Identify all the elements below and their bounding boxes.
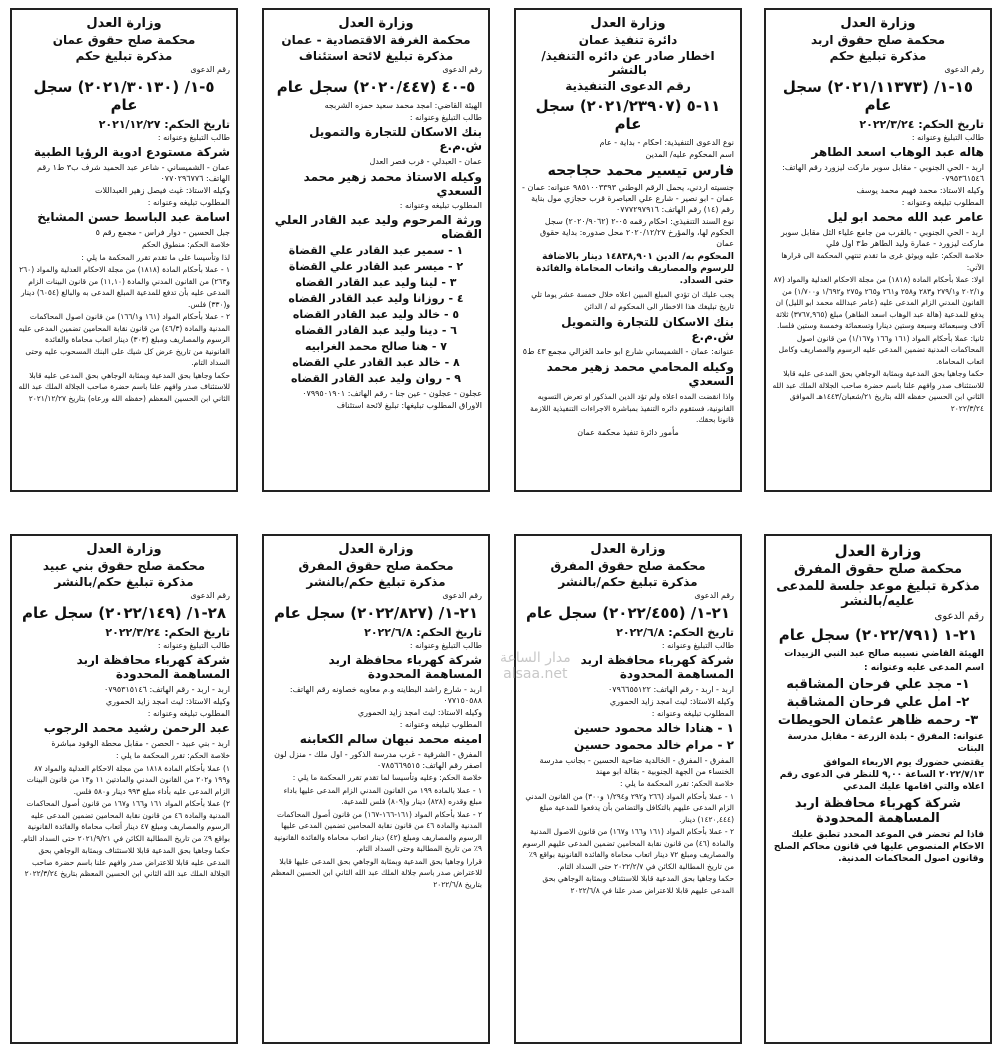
requester-address: اربد - اربد - رقم الهاتف: ٠٧٩٥٣١٥١٤٦ bbox=[103, 685, 230, 694]
case-label: رقم الدعوى bbox=[944, 65, 984, 74]
target-label: المطلوب تبليغه وعنوانه : bbox=[147, 709, 230, 718]
body-paragraph: خلاصة الحكم: عليه ويوثق غرى ما تقدم تنتهي المحكمة الى قرارها الآتي: bbox=[781, 251, 984, 272]
judge-panel: الهيئة القاضي: امجد محمد سعيد حمزه الشربجه bbox=[324, 101, 482, 110]
plaintiff-name: شركة كهرباء محافظة اربد المساهمة المحدودة bbox=[794, 796, 962, 826]
body-paragraph: اولا: عملا بأحكام المادة (١٨١٨) من مجلة الاحكام العدلية والمواد (٨٧ و٢٠٢/١ و٢٧٩/١ و٢٨٣ و٢٥٨ و٢٦١ و٢٦٥ و٢٧٥ و١/٦٩٢ و١/٧٠٠) من القانون المدني الزام المدعى عليه (عامر عبدالله محمد ابو الليل) ان يدفع للمدعية (هالة عبد الوهاب اسعد الطاهر) مبلغ (٣٧٦٧,٩٦٥) ثلاثة آلاف وسبعمائة وسبعة وستين دينارا وتسعمائة وخمسة وستين فلسا. bbox=[773, 275, 984, 330]
body-paragraph: لذا وتأسيسا على ما تقدم تقرر المحكمة ما يلي : bbox=[81, 252, 230, 262]
case-number: ١٥-١/ (٢٠٢١/١١٣٧٣) سجل عام bbox=[782, 78, 974, 114]
heir-item: ١ - سمير عبد القادر علي القضاة bbox=[288, 244, 464, 257]
judgment-date: تاريخ الحكم: ٢٠٢٢/٣/٢٤ bbox=[105, 626, 230, 639]
requester-name: شركة كهرباء محافظة اربد المساهمة المحدودة bbox=[76, 653, 230, 681]
case-label: رقم الدعوى bbox=[442, 591, 482, 600]
target-address: اربد - الحي الجنوبي - بالقرب من جامع علياء الثل مقابل سوبر ماركت ليزورد - عمارة وليد الطاهر ط٣ اول فلي bbox=[780, 228, 984, 248]
notice-type: مذكرة تبليغ حكم bbox=[75, 49, 173, 63]
notice-irbid-judgment bbox=[764, 8, 992, 492]
body-paragraph: ٢ - عملا بأحكام المواد (١٦١-١٦٦-١٦٧) من قانون أصول المحاكمات المدنية والمادة ٤٦ من قانون نقابة المحامين تضمين المدعى عليها الرسوم والمصاريف ومبلغ (٤٢) دينار اتعاب محاماة والفائدة القانونية ٩٪ من تاريخ المطالبة وحتى السداد التام. bbox=[273, 809, 482, 853]
requester-name: هاله عبد الوهاب اسعد الطاهر bbox=[811, 145, 984, 159]
court-name: محكمة صلح حقوق المفرق bbox=[550, 559, 706, 573]
defendant-label: اسم المدعى عليه وعنوانه : bbox=[863, 663, 984, 673]
notice-type: مذكرة تبليغ موعد جلسة للمدعى عليه/بالنشر bbox=[776, 579, 980, 609]
court-name: محكمة صلح حقوق اربد bbox=[810, 33, 946, 47]
body-paragraph: ثانيا: عملا بأحكام المواد (١٦١ و١٦٦ و١/١٦٧) من قانون اصول المحاكمات المدنية تضمين المدعى عليه الرسوم والمصاريف وكامل اتعاب المحاماة. bbox=[778, 333, 984, 366]
requester-name: بنك الاسكان للتجارة والتمويل ش.م.ع bbox=[309, 125, 482, 153]
ministry-title: وزارة العدل bbox=[86, 542, 162, 557]
court-name: محكمة صلح حقوق عمان bbox=[52, 33, 196, 47]
notice-mafraq-session bbox=[764, 534, 992, 1044]
target-address: جبل الحسين - دوار فراس - مجمع رقم ٥ bbox=[95, 228, 230, 237]
heir-item: ٧ - هنا صالح محمد الغرابيه bbox=[305, 340, 447, 353]
body-paragraph: ١) عملا بأحكام المادة ١٨١٨ من مجلة الاحكام العدلية والمواد ٨٧ و١٩٩ و٢٠٢ من القانون المدني والمادتين ١١ و١٣ من قانون البينات الزام المدعى عليه بأداء مبلغ ٩٩٣ دينار و٥٨٠ فلس. bbox=[26, 763, 230, 796]
watermark-latin: alsaa.net bbox=[503, 666, 568, 682]
requester-address: عمان - العبدلي - قرب قصر العدل bbox=[369, 157, 482, 166]
ministry-title: وزارة العدل bbox=[338, 16, 414, 31]
target-address: عجلون - عجلون - عين جنا - رقم الهاتف: ٠٧٩٩٥٠١٩٠١ bbox=[302, 389, 482, 398]
warning-paragraph: فاذا لم تحضر في الموعد المحدد تطبق عليك الاحكام المنصوص عليها في قانون محاكم الصلح وقانون اصول المحاكمات المدنية. bbox=[773, 830, 984, 864]
case-number: ١١-٥ (٢٠٢١/٢٣٩٠٧) سجل عام bbox=[535, 97, 721, 133]
debtor-address: جنسيته اردني، يحمل الرقم الوطني ٩٨٥١٠٠٣٣٩٣ عنوانه: عمان - عمان - ابو نصير - شارع علي العباصرة قرب حجازي مول بناية رقم (١٤) رقم الهاتف: ٠٧٧٧٢٩٧٩١٦ bbox=[522, 183, 734, 214]
body-paragraph: حكما وجاهيا بحق المدعية وبمثابة الوجاهي بحق المدعى عليه قابلا للاستئناف صدر وافهم علنا باسم حضرة صاحب الجلالة الملك عبد الله الثاني ابن الحسين المعظم (حفظه الله ورعاه) بتاريخ ٢٠٢١/١٢/٢٧ bbox=[18, 370, 230, 403]
creditor-name: بنك الاسكان للتجارة والتمويل ش.م.ع bbox=[561, 315, 734, 343]
notice-amman-execution bbox=[514, 8, 742, 492]
body-paragraph: ١ - عملا بالمادة ١٩٩ من القانون المدني الزام المدعى عليها باداء مبلغ وقدره (٨٢٨) دينار و(٨٠٩) فلس للمدعية. bbox=[283, 785, 482, 806]
requester-name: شركة كهرباء محافظة اربد المساهمة المحدودة bbox=[328, 653, 482, 681]
heir-item: ٢ - ميسر عبد القادر علي القضاة bbox=[288, 260, 464, 273]
requester-name: شركة مستودع ادوية الرؤيا الطبية bbox=[33, 145, 230, 159]
case-label: رقم الدعوى bbox=[190, 65, 230, 74]
case-label: رقم الدعوى bbox=[694, 591, 734, 600]
case-number: ٢١-١/ (٢٠٢٢/٨٢٧) سجل عام bbox=[274, 604, 478, 622]
case-label: رقم الدعوى bbox=[190, 591, 230, 600]
body-paragraph: حكما وجاهيا بحق المدعية قابلا للاستئناف وبمثابة الوجاهي بحق المدعى عليه قابلا للاعتراض صدر وافهم علنا باسم حضرة صاحب الجلالة الملك عبد الله الثاني ابن الحسين المعظم بتاريخ ٢٠٢٢/٣/٢٤ bbox=[24, 846, 230, 878]
case-type: نوع الدعوى التنفيذية: احكام - بداية - عام bbox=[599, 138, 734, 147]
requester-address: عمان - الشميساني - شاعر عبد الحميد شرف ب٣ ط١ رقم الهاتف: ٠٧٧٠٢٩٦٧٧٦ bbox=[37, 163, 230, 183]
requester-address: اربد - شارع راشد البطاينه و.م معاويه خصاونه رقم الهاتف: ٠٧٧١٥٠٥٨٨ bbox=[289, 685, 482, 705]
target-label: المطلوب تبليغه وعنوانه : bbox=[651, 709, 734, 718]
defendant-item: ٣- رحمه ظاهر عثمان الحويطات bbox=[777, 713, 979, 728]
case-label: رقم الدعوى التنفيذية bbox=[565, 79, 691, 93]
ministry-title: وزارة العدل bbox=[834, 542, 922, 560]
notice-economic-chamber bbox=[262, 8, 490, 492]
judgment-date: تاريخ الحكم: ٢٠٢١/١٢/٢٧ bbox=[98, 118, 230, 131]
body-paragraph: ٢ - عملا بأحكام المواد (١٦١ و١٦٦ و١٦٧) من قانون الاصول المدنية والمادة (٤٦) من قانون نقابة المحامين تضمين المدعى عليهم الرسوم والمصاريف ومبلغ ٧٢ دينار اتعاب محاماة والفائدة القانونية بواقع ٩٪ من تاريخ المطالبة الكائن في ٢٠٢٢/٢/٧ حتى السداد التام. bbox=[522, 827, 734, 871]
heir-item: ٨ - خالد عبد القادر علي القضاه bbox=[292, 356, 460, 369]
body-paragraph: خلاصة الحكم: وعليه وتأسيسا لما تقدم تقرر المحكمة ما يلي : bbox=[292, 773, 482, 782]
signature-line: مأمور دائرة تنفيذ محكمة عمان bbox=[577, 427, 679, 437]
documents-note: الاوراق المطلوب تبليغها: تبليغ لائحة استئناف bbox=[336, 401, 482, 410]
target-name: عامر عبد الله محمد ابو ليل bbox=[827, 210, 984, 224]
court-name: دائرة تنفيذ عمان bbox=[578, 33, 678, 47]
judgment-date: تاريخ الحكم: ٢٠٢٢/٦/٨ bbox=[616, 626, 734, 639]
case-number: ٢١-١ (٢٠٢٢/٧٩١) سجل عام bbox=[778, 626, 978, 644]
body-paragraph: خلاصة الحكم: تقرر المحكمة ما يلي : bbox=[115, 751, 230, 760]
notice-mafraq-judgment-455 bbox=[514, 534, 742, 1044]
execution-deed: نوع السند التنفيذي: احكام رقمه ٠٥-٢ (٢٠٢٠/٩٠٦٢) سجل الحكوم لها، والمؤرخ ٢٠٢٠/١٢/٢٧ محل صدوره: بداية حقوق عمان bbox=[540, 217, 734, 248]
case-number: ٢١-١/ (٢٠٢٢/٤٥٥) سجل عام bbox=[526, 604, 730, 622]
ministry-title: وزارة العدل bbox=[590, 542, 666, 557]
attorney: وكيله الاستاذ: ليث امجد زايد الحموري bbox=[609, 697, 734, 706]
attorney: وكيله الاستاذ: غيث فيصل زهير العبداللات bbox=[94, 186, 230, 195]
target-name: ورثة المرحوم وليد عبد القادر العلي القضاه bbox=[274, 213, 482, 241]
requester-address: اربد - الحي الجنوبي - مقابل سوبر ماركت ليزورد رقم الهاتف: ٠٧٩٥٣٦١٥٤٦ bbox=[782, 163, 984, 183]
notice-type: مذكرة تبليغ حكم/بالنشر bbox=[558, 575, 698, 589]
case-number: ٥-١/ (٢٠٢١/٣٠١٣٠) سجل عام bbox=[33, 78, 215, 114]
watermark-arabic: مدار الساعة bbox=[500, 650, 571, 666]
case-label: رقم الدعوى bbox=[442, 65, 482, 74]
court-name: محكمة الغرفة الاقتصادية - عمان bbox=[281, 33, 471, 47]
requester-address: اربد - اربد - رقم الهاتف: ٠٧٩٦٦٥٥١٢٢ bbox=[607, 685, 734, 694]
target-name: عبد الرحمن رشيد محمد الرجوب bbox=[43, 721, 230, 735]
target-label: المطلوب تبليغه وعنوانه : bbox=[901, 198, 984, 207]
debt-amount: المحكوم به/ الدين ١٤٨٣٨,٩٠١ دينار بالاضافة للرسوم والمصاريف واتعاب المحاماة والفائدة حتى السداد. bbox=[536, 252, 734, 286]
target-item: ٢ - مرام خالد محمود حسين bbox=[574, 738, 734, 752]
requester-label: طالب التبليغ وعنوانه : bbox=[157, 133, 230, 142]
heir-item: ٤ - روزانا وليد عبد القادر القضاه bbox=[288, 292, 464, 305]
session-date: يقتضي حضورك يوم الاربعاء الموافق ٢٠٢٢/٧/١٣ الساعة ٩,٠٠ للنظر في الدعوى رقم اعلاه والتي اقامها عليك المدعي bbox=[779, 758, 984, 792]
heir-item: ٦ - دينا وليد عبد القادر القضاه bbox=[294, 324, 458, 337]
body-paragraph: يجب عليك ان تؤدي المبلغ المبين اعلاه خلال خمسة عشر يوما تلي تاريخ تبليغك هذا الاخطار الى المحكوم له / الدائن bbox=[531, 290, 734, 311]
attorney: وكيله الاستاذ: ليث امجد زايد الحموري bbox=[357, 708, 482, 717]
body-paragraph: ١ - عملا بأحكام المادة (١٨١٨) من مجلة الاحكام العدلية والمواد (٢٦٠ و٢٦٣) من القانون المدني والمادة (١١,١٠) من قانون البينات الزام المدعى عليه بأن تدفع للمدعية المبلغ المدعى به والبالغ (٦٠٥٤) دينار و(٣٣٠) فلس. bbox=[19, 265, 230, 309]
heir-item: ٩ - روان وليد عبد القادر القضاه bbox=[291, 372, 461, 385]
defendant-item: ٢- امل علي فرحان المشاقبة bbox=[786, 695, 970, 710]
target-item: ١ - هنادا خالد محمود حسين bbox=[573, 721, 734, 735]
target-label: المطلوب تبليغه وعنوانه : bbox=[147, 198, 230, 207]
target-name: امينه محمد نبهان سالم الكعابنه bbox=[299, 732, 482, 746]
notice-bani-obaid-judgment bbox=[10, 534, 238, 1044]
court-name: محكمة صلح حقوق المفرق bbox=[298, 559, 454, 573]
body-paragraph: خلاصة الحكم: منطوق الحكم bbox=[142, 240, 230, 249]
creditor-address: عنوانه: عمان - الشميساني شارع ابو حامد الغزالي مجمع ٤٣ ط٥ bbox=[522, 347, 734, 356]
notice-type: مذكرة تبليغ لائحة استئناف bbox=[298, 49, 454, 63]
target-label: المطلوب تبليغه وعنوانه : bbox=[399, 201, 482, 210]
watermark bbox=[500, 650, 571, 682]
ministry-title: وزارة العدل bbox=[338, 542, 414, 557]
case-label: رقم الدعوى bbox=[934, 611, 984, 622]
requester-label: طالب التبليغ وعنوانه : bbox=[911, 133, 984, 142]
body-paragraph: واذا انقضت المده اعلاه ولم تؤد الدين المذكور او تعرض التسويه القانونية، فستقوم دائره التنفيذ بمباشرة الاجراءات التنفيذية اللازمة قانونا بحقك. bbox=[530, 392, 734, 424]
body-paragraph: ١ - عملا بأحكام المواد (٢٦٦ و٢٩٢ و١/٢٩٤ و٣٠٠) من القانون المدني الزام المدعى عليهم بالتكافل والتضامن بأن يدفعوا للمدعية مبلغ (١٤٢٠,٤٤٤) دينار. bbox=[525, 791, 734, 824]
notice-mafraq-judgment-827 bbox=[262, 534, 490, 1044]
notice-amman-judgment bbox=[10, 8, 238, 492]
body-paragraph: ٢) عملا بأحكام المواد ١٦١ و١٦٦ و١٦٧ من قانون أصول المحاكمات المدنية والمادة ٤٦ من قانون نقابة المحامين تضمين المدعى عليه الرسوم والمصاريف ومبلغ ٤٧ دينار أتعاب محاماة والفائدة القانونية بواقع ٩٪ من تاريخ المطالبة الكائن في ٢٠٢١/٩/٢١ حتى السداد التام. bbox=[20, 799, 230, 843]
debtor-name: فارس تيسير محمد حجاجحه bbox=[547, 163, 734, 179]
body-paragraph: قرارا وجاهيا بحق المدعية وبمثابة الوجاهي بحق المدعى عليها قابلا للاعتراض صدر باسم جلالة الملك عبد الله الثاني ابن الحسين المعظم بتاريخ ٢٠٢٢/٦/٨ bbox=[270, 856, 482, 889]
court-name: محكمة صلح حقوق المفرق bbox=[793, 562, 962, 577]
requester-label: طالب التبليغ وعنوانه : bbox=[409, 641, 482, 650]
requester-label: طالب التبليغ وعنوانه : bbox=[409, 113, 482, 122]
target-address: المفرق - الشرقية - غرب مدرسة الذكور - اول ملك - منزل لون اصفر رقم الهاتف: ٠٧٨٥٦٦٩٥١٥ bbox=[274, 750, 482, 770]
body-paragraph: ٢ - عملا بأحكام المواد (١٦١ و١٦٦/١) من قانون اصول المحاكمات المدنية والمادة (٤٦/٣) من قانون نقابة المحامين تضمين المدعى عليه الرسوم والمصاريف ومبلغ (٣٠٣) دينار اتعاب محاماة والفائدة القانونية من تاريخ عرض كل شيك على البنك المسحوب عليه وحتى السداد التام. bbox=[18, 312, 230, 367]
court-name: محكمة صلح حقوق بني عبيد bbox=[42, 559, 206, 573]
requester-name: شركة كهرباء محافظة اربد المساهمة المحدودة bbox=[580, 653, 734, 681]
debtor-label: اسم المحكوم عليه/ المدين bbox=[645, 150, 734, 159]
body-paragraph: حكما وجاهيا بحق المدعية وبمثابة الوجاهي بحق المدعى عليه قابلا للاستئناف صدر وافهم علنا باسم حضرة صاحب الجلالة الملك عبد الله الثاني ابن الحسين حفظه الله بتاريخ ٢١/شعبان/١٤٤٣هـ الموافق ٢٠٢٢/٣/٢٤ bbox=[772, 369, 984, 413]
attorney: وكيله الاستاذ: محمد فهيم محمد يوسف bbox=[856, 186, 984, 195]
ministry-title: وزارة العدل bbox=[590, 16, 666, 31]
body-paragraph: خلاصة الحكم: تقرر المحكمة ما يلي : bbox=[619, 779, 734, 788]
target-label: المطلوب تبليغه وعنوانه : bbox=[399, 720, 482, 729]
case-number: ٥-٤٠ (٢٠٢٠/٤٤٧) سجل عام bbox=[276, 78, 476, 96]
case-number: ٢٨-١/ (٢٠٢٢/١٤٩) سجل عام bbox=[22, 604, 226, 622]
target-address: المفرق - المفرق - الخالدية ضاحية الحسين - بجانب مدرسة الخنساء من الجهة الجنوبية - بقالة ابو مهند bbox=[539, 756, 734, 776]
target-address: اربد - بني عبيد - الحصن - مقابل محطة الوقود مباشرة bbox=[51, 739, 230, 748]
heir-item: ٥ - خالد وليد عبد القادر القضاه bbox=[292, 308, 460, 321]
heir-item: ٣ - لينا وليد عبد القادر القضاه bbox=[295, 276, 457, 289]
notice-type: مذكرة تبليغ حكم/بالنشر bbox=[306, 575, 446, 589]
defendant-item: ١- مجد علي فرحان المشاقبه bbox=[786, 677, 970, 692]
judgment-date: تاريخ الحكم: ٢٠٢٢/٦/٨ bbox=[364, 626, 482, 639]
judgment-date: تاريخ الحكم: ٢٠٢٢/٣/٢٤ bbox=[859, 118, 984, 131]
notice-type: مذكرة تبليغ حكم/بالنشر bbox=[54, 575, 194, 589]
requester-label: طالب التبليغ وعنوانه : bbox=[661, 641, 734, 650]
judge-panel: الهيئة القاضي نسيبه صالح عبد النبي الزبيدات bbox=[784, 649, 984, 659]
attorney: وكيله الاستاذ: ليث امجد زايد الحموري bbox=[105, 697, 230, 706]
target-name: اسامة عبد الباسط حسن المشايخ bbox=[37, 210, 230, 224]
requester-label: طالب التبليغ وعنوانه : bbox=[157, 641, 230, 650]
ministry-title: وزارة العدل bbox=[840, 16, 916, 31]
ministry-title: وزارة العدل bbox=[86, 16, 162, 31]
notice-type: اخطار صادر عن دائره التنفيذ/ بالنشر bbox=[541, 49, 715, 77]
creditor-attorney: وكيله المحامي محمد زهير محمد السعدي bbox=[546, 360, 734, 388]
defendant-address: عنوانه: المفرق - بلدة الزرعة - مقابل مدرسة البنات bbox=[787, 732, 984, 754]
attorney: وكيله الاستاذ محمد زهير محمد السعدي bbox=[303, 170, 482, 198]
body-paragraph: حكما وجاهيا بحق المدعية قابلا للاستئناف وبمثابة الوجاهي بحق المدعى عليهم قابلا للاعتراض صدر علنا في ٢٠٢٢/٦/٨ bbox=[542, 874, 734, 895]
notice-type: مذكرة تبليغ حكم bbox=[829, 49, 927, 63]
